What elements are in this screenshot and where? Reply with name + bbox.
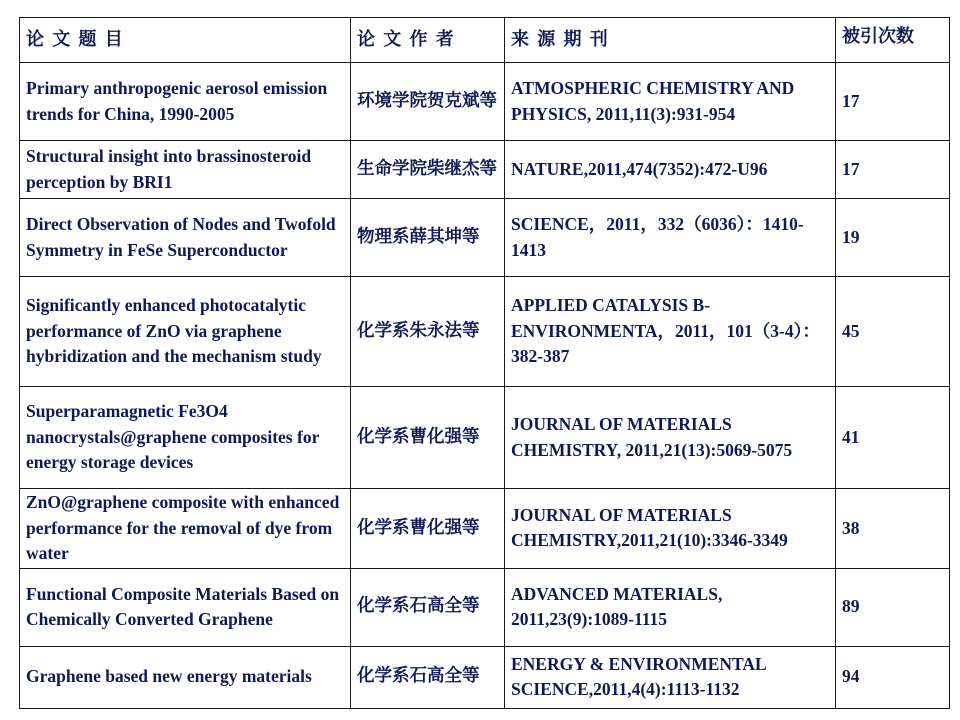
paper-authors: 物理系薛其坤等 (351, 199, 505, 277)
paper-journal: ENERGY & ENVIRONMENTAL SCIENCE,2011,4(4):1113-1132 (505, 646, 836, 708)
header-title: 论 文 题 目 (20, 18, 351, 63)
paper-journal: ATMOSPHERIC CHEMISTRY AND PHYSICS, 2011,11(3):931-954 (505, 63, 836, 141)
paper-title: Superparamagnetic Fe3O4 nanocrystals@graphene composites for energy storage devices (20, 387, 351, 489)
paper-authors: 化学系曹化强等 (351, 387, 505, 489)
paper-authors: 化学系石高全等 (351, 568, 505, 646)
header-citations: 被引次数 (836, 18, 950, 63)
paper-citations: 19 (836, 199, 950, 277)
paper-title: Significantly enhanced photocatalytic performance of ZnO via graphene hybridization and the mechanism study (20, 277, 351, 387)
paper-journal: APPLIED CATALYSIS B-ENVIRONMENTA，2011，101（3-4）：382-387 (505, 277, 836, 387)
paper-journal: JOURNAL OF MATERIALS CHEMISTRY,2011,21(10):3346-3349 (505, 489, 836, 569)
paper-citations: 38 (836, 489, 950, 569)
paper-journal: SCIENCE，2011，332（6036）：1410-1413 (505, 199, 836, 277)
table-row (20, 277, 950, 387)
paper-citations: 41 (836, 387, 950, 489)
paper-title: Structural insight into brassinosteroid perception by BRI1 (20, 141, 351, 199)
header-authors: 论 文 作 者 (351, 18, 505, 63)
paper-title: Primary anthropogenic aerosol emission trends for China, 1990-2005 (20, 63, 351, 141)
paper-title: Direct Observation of Nodes and Twofold Symmetry in FeSe Superconductor (20, 199, 351, 277)
paper-title: Graphene based new energy materials (20, 646, 351, 708)
paper-journal: NATURE,2011,474(7352):472-U96 (505, 141, 836, 199)
table-row (20, 489, 950, 569)
paper-authors: 环境学院贺克斌等 (351, 63, 505, 141)
paper-citations: 17 (836, 141, 950, 199)
paper-citations: 89 (836, 568, 950, 646)
table-row (20, 63, 950, 141)
papers-table (19, 17, 950, 709)
paper-authors: 化学系石高全等 (351, 646, 505, 708)
paper-citations: 17 (836, 63, 950, 141)
paper-citations: 45 (836, 277, 950, 387)
table-row (20, 568, 950, 646)
header-journal: 来 源 期 刊 (505, 18, 836, 63)
paper-citations: 94 (836, 646, 950, 708)
table-row (20, 141, 950, 199)
table-row (20, 387, 950, 489)
paper-journal: ADVANCED MATERIALS, 2011,23(9):1089-1115 (505, 568, 836, 646)
paper-authors: 生命学院柴继杰等 (351, 141, 505, 199)
paper-authors: 化学系曹化强等 (351, 489, 505, 569)
table-row (20, 199, 950, 277)
paper-journal: JOURNAL OF MATERIALS CHEMISTRY, 2011,21(13):5069-5075 (505, 387, 836, 489)
paper-title: ZnO@graphene composite with enhanced performance for the removal of dye from water (20, 489, 351, 569)
header-row (20, 18, 950, 63)
table-row (20, 646, 950, 708)
paper-title: Functional Composite Materials Based on Chemically Converted Graphene (20, 568, 351, 646)
paper-authors: 化学系朱永法等 (351, 277, 505, 387)
